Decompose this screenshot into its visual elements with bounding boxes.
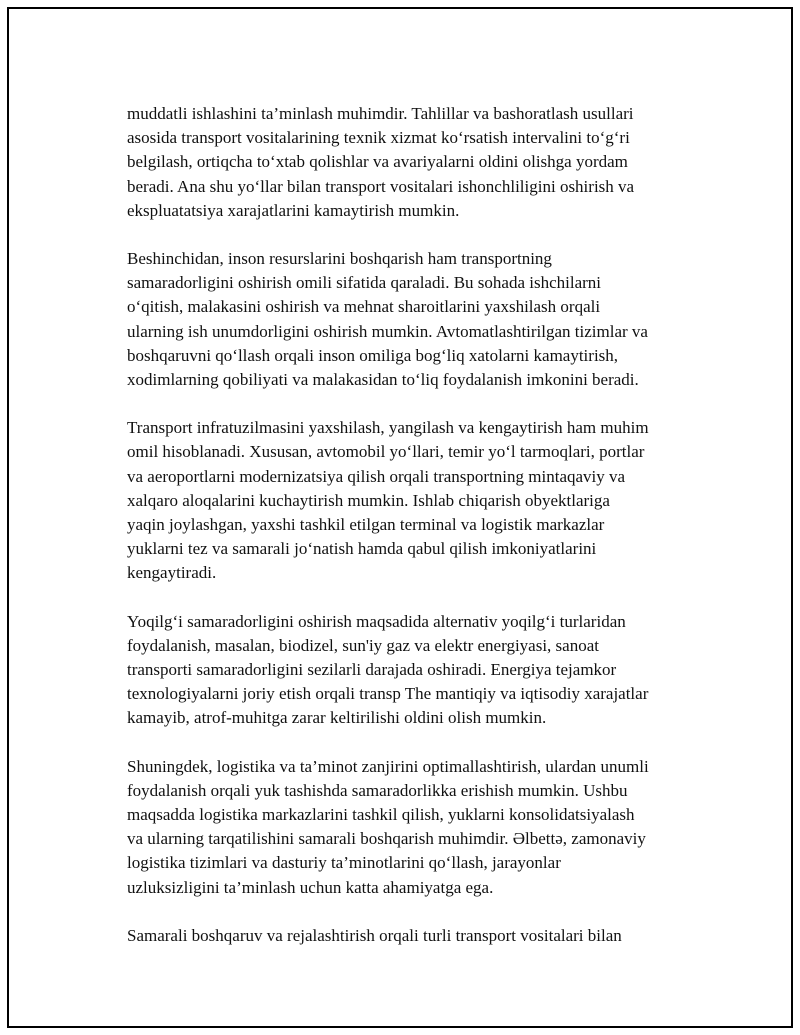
page-frame (7, 7, 793, 1028)
paragraph-2: Beshinchidan, inson resurslarini boshqarish ham transportning samaradorligini oshirish omili sifatida qaraladi. Bu sohada ishchilarni o‘qitish, malakasini oshirish va mehnat sharoitlarini yaxshilash orqali ularning ish unumdorligini oshirish mumkin. Avtomatlashtirilgan tizimlar va boshqaruvni qo‘llash orqali inson omiliga bog‘liq xatolarni kamaytirish, xodimlarning qobiliyati va malakasidan to‘liq foydalanish imkonini beradi. (127, 249, 648, 390)
paragraph-1: muddatli ishlashini ta’minlash muhimdir. Tahlillar va bashoratlash usullari asosida transport vositalarining texnik xizmat ko‘rsatish intervalini to‘g‘ri belgilash, ortiqcha to‘xtab qolishlar va avariyalarni oldini olishga yordam beradi. Ana shu yo‘llar bilan transport vositalari ishonchliligini oshirish va ekspluatatsiya xarajatlarini kamaytirish mumkin. (127, 104, 635, 220)
paragraph-6: Samarali boshqaruv va rejalashtirish orqali turli transport vositalari bilan (127, 925, 622, 945)
paragraph-5: Shuningdek, logistika va ta’minot zanjirini optimallashtirish, ulardan unumli foydalanish orqali yuk tashishda samaradorlikka erishish mumkin. Ushbu maqsadda logistika markazlarini tashkil qilish, yuklarni konsolidatsiyalash va ularning tarqatilishini samarali boshqarish muhimdir. Əlbettə, zamonaviy logistika tizimlari va dasturiy ta’minotlarini qo‘llash, jarayonlar uzluksizligini ta’minlash uchun katta ahamiyatga ega. (127, 756, 649, 897)
paragraph-4: Yoqilg‘i samaradorligini oshirish maqsadida alternativ yoqilg‘i turlaridan foydalanish, masalan, biodizel, sun'iy gaz va elektr energiyasi, sanoat transporti samaradorligini sezilarli darajada oshiradi. Energiya tejamkor texnologiyalarni joriy etish orqali transp The mantiqiy va iqtisodiy xarajatlar kamayib, atrof-muhitga zarar keltirilishi oldini olish mumkin. (127, 611, 649, 728)
document-body (127, 102, 717, 948)
paragraph-3: Transport infratuzilmasini yaxshilash, yangilash va kengaytirish ham muhim omil hisoblanadi. Xususan, avtomobil yo‘llari, temir yo‘l tarmoqlari, portlar va aeroportlarni modernizatsiya qilish orqali transportning mintaqaviy va xalqaro aloqalarini kuchaytirish mumkin. Ishlab chiqarish obyektlariga yaqin joylashgan, yaxshi tashkil etilgan terminal va logistik markazlar yuklarni tez va samarali jo‘natish hamda qabul qilish imkoniyatlarini kengaytiradi. (127, 418, 649, 583)
